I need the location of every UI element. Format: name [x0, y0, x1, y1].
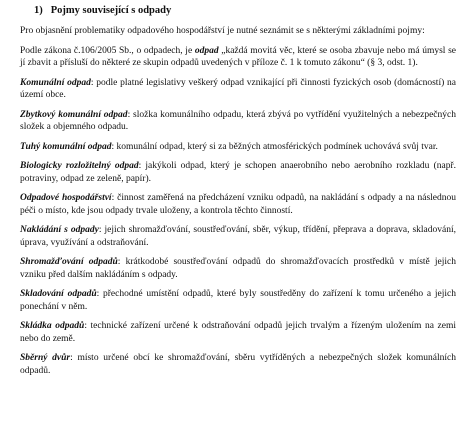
intro-paragraph: Pro objasnění problematiky odpadového hospodářství je nutné seznámit se s některými základními pojmy:: [20, 26, 425, 36]
definition-zbytkovy: [20, 109, 456, 134]
definition-text: : jejich shromažďování, soustřeďování, sběr, výkup, třídění, přeprava a doprava, skladování, úprava, využívání a odstraňování.: [20, 225, 456, 248]
definition-sberny-dvur: [20, 352, 456, 377]
law-term: odpad: [194, 45, 219, 56]
definition-term: Nakládání s odpady: [20, 225, 99, 235]
definition-term: Skladování odpadů: [20, 289, 97, 299]
definition-tuhy: [20, 141, 456, 154]
definition-skladka: [20, 320, 456, 345]
definition-term: Odpadové hospodářství: [20, 193, 112, 203]
definition-text: : krátkodobé soustřeďování odpadů do shromažďovacích prostředků v místě jejich vzniku před dalším nakládáním s odpady.: [20, 257, 456, 280]
definition-term: Sběrný dvůr: [20, 353, 71, 363]
definition-shromazdovani: [20, 256, 456, 281]
definition-hospodarstvi: [20, 192, 456, 217]
definition-biologicky: [20, 160, 456, 185]
definition-text: : složka komunálního odpadu, která zbývá po vytřídění využitelných a nebezpečných složek a objemného odpadu.: [20, 109, 456, 132]
definition-text: : podle platné legislativy veškerý odpad vznikající při činnosti fyzických osob (domácností) na území obce.: [20, 77, 456, 100]
definition-term: Biologicky rozložitelný odpad: [20, 161, 139, 171]
definition-term: Shromažďování odpadů: [20, 257, 118, 267]
section-title: Pojmy související s odpady: [50, 5, 172, 16]
law-text: „každá movitá věc, které se osoba zbavuje nebo má úmysl se jí zbavit a přísluší do některé ze skupin odpadů uvedených v příloze č. 1 k tomuto zákonu“ (§ 3, odst. 1).: [20, 45, 456, 68]
definition-skladovani: [20, 288, 456, 313]
definition-text: : místo určené obcí ke shromažďování, sběru vytříděných a nebezpečných složek komunálních odpadů.: [20, 353, 456, 376]
definition-text: : jakýkoli odpad, který je schopen anaerobního nebo aerobního rozkladu (např. potraviny, odpad ze zeleně, papír).: [20, 161, 456, 184]
definition-term: Tuhý komunální odpad: [20, 141, 112, 152]
section-heading: [20, 4, 456, 17]
definition-term: Skládka odpadů: [20, 321, 85, 331]
definition-text: : činnost zaměřená na předcházení vzniku odpadů, na nakládání s odpady a na následnou péči o místo, kde jsou odpady trvale uloženy, a kontrola těchto činností.: [20, 193, 456, 216]
definition-term: Komunální odpad: [20, 77, 91, 88]
law-prefix: Podle zákona č.106/2005 Sb., o odpadech, je: [20, 45, 195, 56]
definition-text: : technické zařízení určené k odstraňování odpadů jejich trvalým a řízeným uložením na zemi nebo do země.: [20, 321, 456, 344]
definition-nakladani: [20, 224, 456, 249]
definition-text: : komunální odpad, který si za běžných atmosférických podmínek uchovává svůj tvar.: [111, 141, 438, 152]
definition-komunalni: [20, 77, 456, 102]
definition-text: : přechodné umístění odpadů, které byly soustředěny do zařízení k tomu určeného a jejich ponechání v něm.: [20, 289, 456, 312]
definition-term: Zbytkový komunální odpad: [20, 109, 128, 120]
section-number: 1): [34, 5, 43, 16]
law-paragraph: [20, 45, 456, 70]
